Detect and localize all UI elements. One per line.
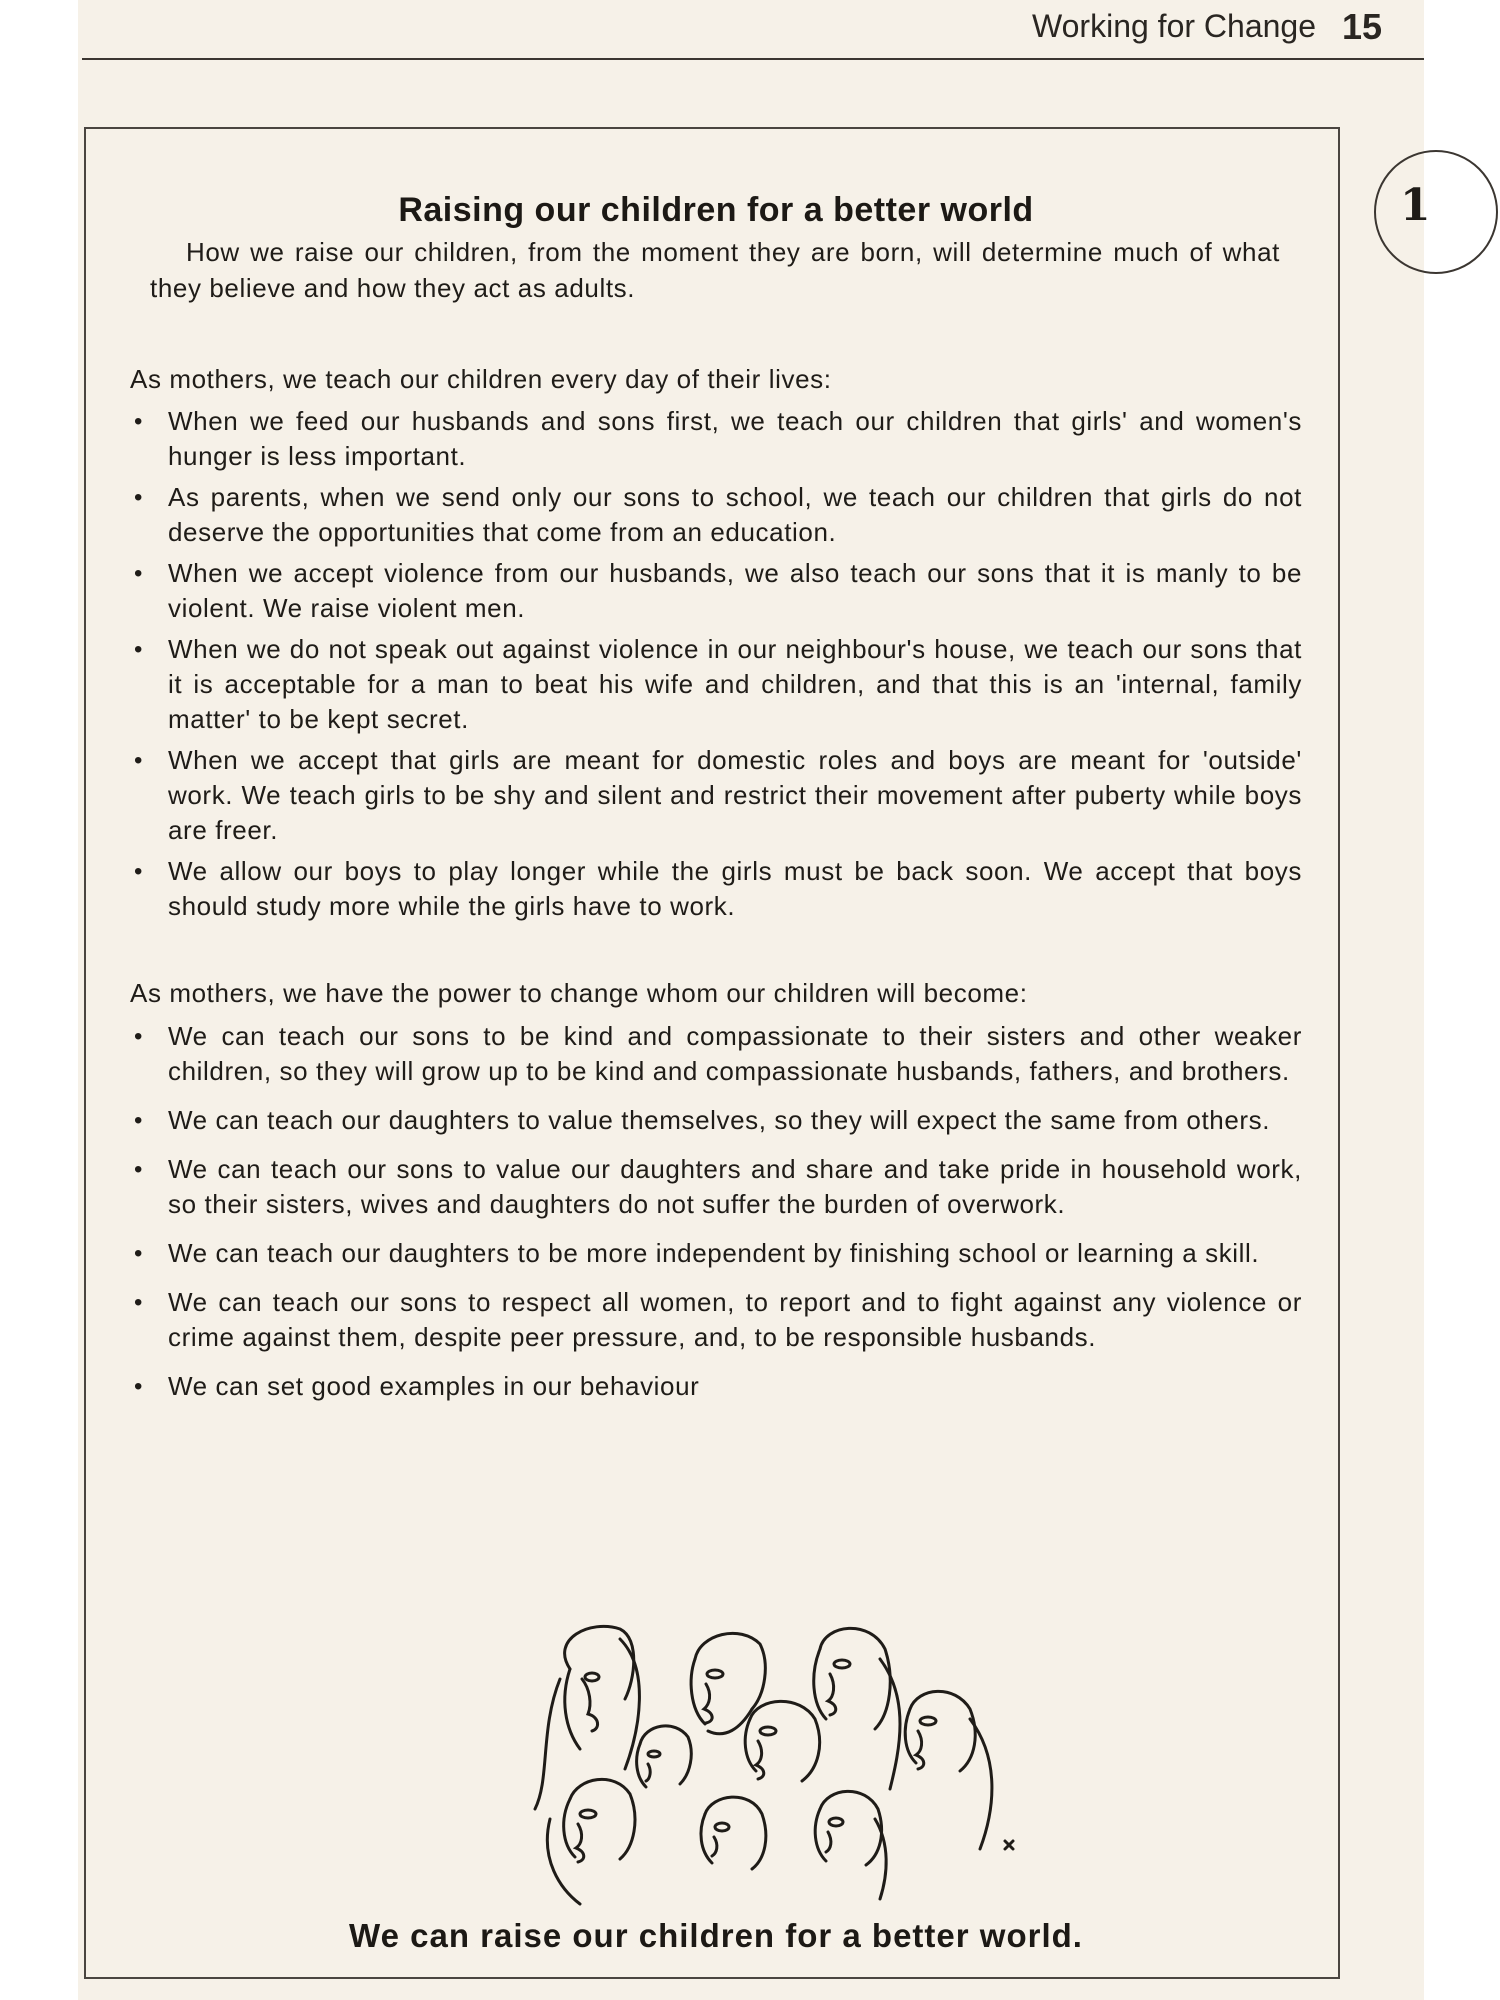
article-intro: How we raise our children, from the moment they are born, will determine much of what they believe and how they act as adults. [150,237,1280,303]
page-number: 15 [1341,6,1382,47]
running-title: Working for Change [1032,8,1316,44]
section2-lead: As mothers, we have the power to change whom our children will become: [130,978,1028,1008]
face-drawing [815,1791,886,1899]
face-drawing [691,1633,765,1733]
list-item: • When we feed our husbands and sons first, we teach our children that girls' and women's hunger is less important. [130,404,1302,474]
page-header [78,0,1424,60]
chapter-tab [1374,150,1498,274]
list-item: • We allow our boys to play longer while the girls must be back soon. We accept that boys should study more while the girls have to work. [130,854,1302,924]
section2-list [130,1019,1302,1404]
face-drawing [701,1797,766,1869]
family-faces-illustration [530,1619,1070,1909]
header-rule [82,58,1424,60]
list-item: • We can teach our sons to respect all women, to report and to fight against any violence or crime against them, despite peer pressure, and, to be responsible husbands. [130,1285,1302,1355]
section1-list [130,404,1302,924]
section1-lead: As mothers, we teach our children every day of their lives: [130,364,832,394]
list-item: • As parents, when we send only our sons to school, we teach our children that girls do not deserve the opportunities that come from an education. [130,480,1302,550]
list-item: • When we accept violence from our husbands, we also teach our sons that it is manly to be violent. We raise violent men. [130,556,1302,626]
list-item: • We can teach our sons to value our daughters and share and take pride in household work, so their sisters, wives and daughters do not suffer the burden of overwork. [130,1152,1302,1222]
face-drawing [547,1779,635,1904]
chapter-tab-number: 1 [1400,180,1431,231]
book-page [78,0,1431,2000]
list-item: • When we accept that girls are meant for domestic roles and boys are meant for 'outside' work. We teach girls to be shy and silent and restrict their movement after puberty while boys are freer. [130,743,1302,848]
list-item: • When we do not speak out against violence in our neighbour's house, we teach our sons that it is acceptable for a man to beat his wife and children, and that this is an 'internal, family matter' to be kept secret. [130,632,1302,737]
list-item: • We can teach our sons to be kind and compassionate to their sisters and other weaker children, so they will grow up to be kind and compassionate husbands, fathers, and brothers. [130,1019,1302,1089]
face-drawing [745,1701,819,1781]
list-item: • We can set good examples in our behaviour [130,1369,1302,1404]
article-title: Raising our children for a better world [398,191,1034,229]
boxed-article [84,127,1340,1979]
face-drawing [814,1628,900,1789]
face-drawing [905,1691,1013,1849]
list-item: • We can teach our daughters to value themselves, so they will expect the same from others. [130,1103,1302,1138]
face-drawing [637,1726,692,1787]
list-item: • We can teach our daughters to be more independent by finishing school or learning a skill. [130,1236,1302,1271]
closing-statement: We can raise our children for a better world. [349,1917,1083,1954]
